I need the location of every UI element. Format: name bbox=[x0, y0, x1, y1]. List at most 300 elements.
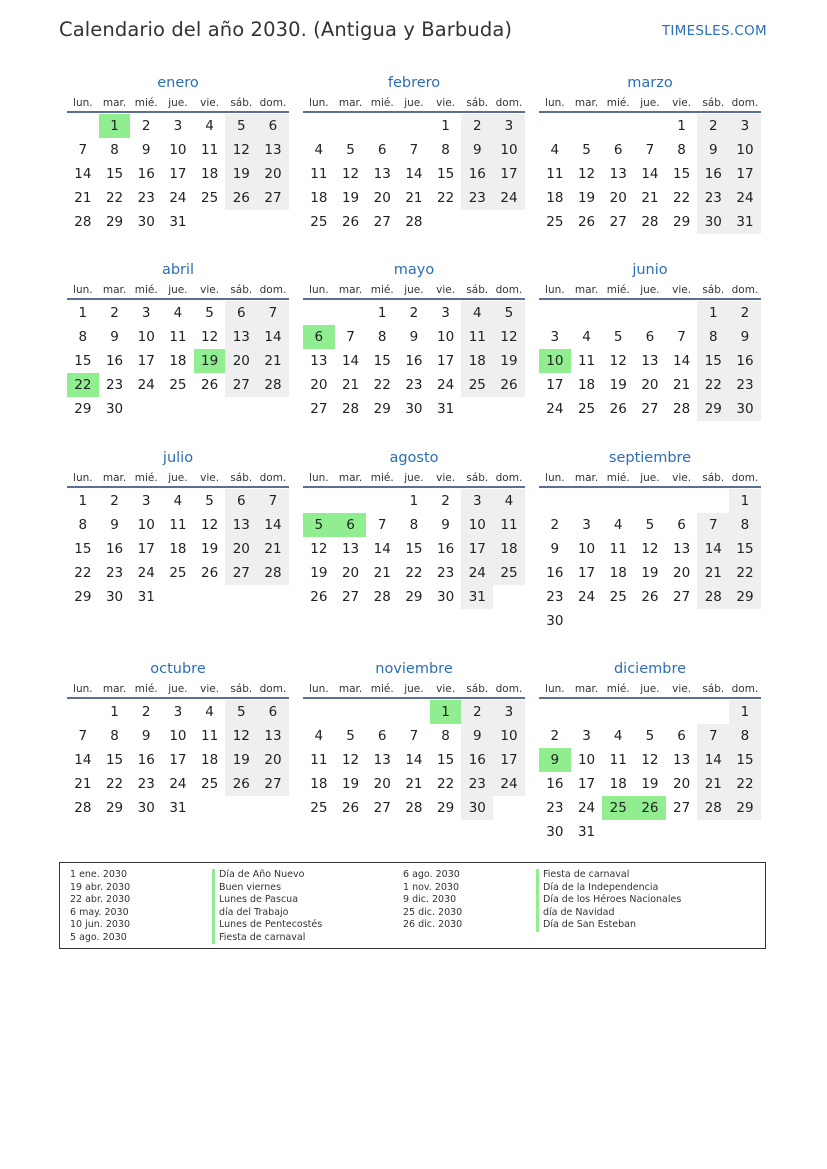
day-cell: 18 bbox=[201, 166, 219, 182]
day-cell: 24 bbox=[577, 589, 596, 605]
day-cell: 15 bbox=[437, 166, 455, 182]
day-cell: 25 bbox=[493, 561, 525, 585]
weekday-label: dom. bbox=[495, 472, 523, 484]
day-cell: 10 bbox=[493, 138, 525, 162]
day-cell: 29 bbox=[105, 800, 124, 816]
day-cell: 23 bbox=[729, 373, 761, 397]
day-cell: 23 bbox=[461, 186, 493, 210]
weekday-label: vie. bbox=[436, 472, 456, 484]
month-title: agosto bbox=[389, 450, 439, 466]
holiday-name: Buen viernes bbox=[212, 882, 322, 895]
weekday-label: dom. bbox=[259, 97, 287, 109]
day-cell: 19 bbox=[341, 190, 360, 206]
day-cell: 7 bbox=[697, 724, 729, 748]
day-cell: 20 bbox=[225, 349, 257, 373]
day-cell: 12 bbox=[641, 752, 659, 768]
day-cell: 6 bbox=[377, 728, 387, 744]
day-cell: 17 bbox=[729, 162, 761, 186]
day-cell: 24 bbox=[137, 377, 155, 393]
day-cell: 8 bbox=[377, 329, 387, 345]
day-cell: 23 bbox=[105, 377, 124, 393]
day-cell: 5 bbox=[645, 728, 655, 744]
empty-cell bbox=[67, 114, 99, 138]
day-cell: 23 bbox=[697, 186, 729, 210]
empty-cell bbox=[666, 700, 698, 724]
day-cell: 27 bbox=[225, 561, 257, 585]
weekday-label: mar. bbox=[102, 683, 127, 695]
day-cell: 22 bbox=[105, 776, 124, 792]
day-grid bbox=[539, 301, 761, 421]
month-enero bbox=[67, 72, 289, 234]
weekday-header bbox=[303, 681, 525, 699]
empty-cell bbox=[398, 114, 430, 138]
day-cell: 11 bbox=[201, 728, 219, 744]
day-cell: 15 bbox=[105, 752, 124, 768]
empty-cell bbox=[634, 700, 666, 724]
holiday-date: 6 may. 2030 bbox=[70, 906, 129, 918]
day-cell: 19 bbox=[341, 776, 360, 792]
day-cell: 15 bbox=[373, 353, 391, 369]
weekday-header bbox=[539, 681, 761, 699]
day-cell: 6 bbox=[613, 142, 623, 158]
holiday-name: Lunes de Pentecostés bbox=[212, 919, 322, 932]
empty-cell bbox=[602, 700, 634, 724]
day-cell: 21 bbox=[697, 561, 729, 585]
day-cell: 6 bbox=[645, 329, 655, 345]
day-cell: 1 bbox=[729, 489, 761, 513]
day-cell: 4 bbox=[205, 704, 214, 720]
day-cell: 30 bbox=[546, 613, 564, 629]
weekday-label: lun. bbox=[309, 97, 329, 109]
day-cell: 5 bbox=[225, 700, 257, 724]
weekday-label: dom. bbox=[495, 284, 523, 296]
empty-cell bbox=[602, 301, 634, 325]
day-cell: 15 bbox=[697, 349, 729, 373]
day-cell: 29 bbox=[437, 800, 455, 816]
day-cell: 14 bbox=[697, 748, 729, 772]
weekday-label: jue. bbox=[404, 683, 424, 695]
day-cell: 15 bbox=[437, 752, 455, 768]
day-cell: 6 bbox=[677, 728, 686, 744]
day-cell: 16 bbox=[437, 541, 455, 557]
day-cell: 27 bbox=[257, 186, 289, 210]
weekday-label: mié. bbox=[134, 97, 158, 109]
day-cell: 24 bbox=[493, 186, 525, 210]
weekday-label: vie. bbox=[672, 683, 692, 695]
day-cell: 17 bbox=[577, 776, 596, 792]
day-cell: 21 bbox=[341, 377, 360, 393]
weekday-label: vie. bbox=[672, 284, 692, 296]
holiday-name: Día de San Esteban bbox=[536, 919, 681, 932]
day-cell: 10 bbox=[577, 541, 596, 557]
day-cell: 16 bbox=[729, 349, 761, 373]
day-cell: 7 bbox=[645, 142, 655, 158]
month-octubre bbox=[67, 658, 289, 820]
day-cell: 20 bbox=[225, 537, 257, 561]
day-cell: 12 bbox=[201, 517, 219, 533]
day-cell: 28 bbox=[641, 214, 659, 230]
day-cell: 8 bbox=[110, 142, 119, 158]
day-cell: 28 bbox=[257, 373, 289, 397]
holiday-name: día de Navidad bbox=[536, 907, 681, 920]
day-cell: 18 bbox=[169, 353, 187, 369]
weekday-label: lun. bbox=[545, 472, 565, 484]
day-cell: 18 bbox=[169, 541, 187, 557]
day-cell: 21 bbox=[257, 537, 289, 561]
day-cell: 28 bbox=[341, 401, 360, 417]
weekday-header bbox=[303, 95, 525, 113]
day-cell: 20 bbox=[673, 776, 691, 792]
empty-cell bbox=[335, 114, 367, 138]
day-cell: 12 bbox=[341, 166, 360, 182]
day-cell: 16 bbox=[546, 776, 564, 792]
weekday-label: mié. bbox=[606, 683, 630, 695]
weekday-label: jue. bbox=[404, 472, 424, 484]
holiday-day-cell: 6 bbox=[335, 513, 367, 537]
day-cell: 9 bbox=[110, 329, 119, 345]
weekday-header bbox=[539, 470, 761, 488]
day-cell: 23 bbox=[105, 565, 124, 581]
day-cell: 23 bbox=[437, 565, 455, 581]
empty-cell bbox=[398, 700, 430, 724]
empty-cell bbox=[697, 700, 729, 724]
weekday-label: sáb. bbox=[230, 683, 253, 695]
brand-logo-text[interactable]: TIMESLES.COM bbox=[661, 23, 767, 39]
day-cell: 3 bbox=[173, 118, 183, 134]
day-cell: 31 bbox=[169, 800, 187, 816]
weekday-label: sáb. bbox=[702, 472, 725, 484]
day-cell: 3 bbox=[141, 305, 151, 321]
day-cell: 30 bbox=[105, 401, 124, 417]
day-cell: 1 bbox=[729, 700, 761, 724]
day-cell: 13 bbox=[225, 513, 257, 537]
empty-cell bbox=[571, 489, 603, 513]
day-cell: 19 bbox=[201, 541, 219, 557]
day-cell: 30 bbox=[729, 397, 761, 421]
day-cell: 12 bbox=[341, 752, 360, 768]
weekday-header bbox=[539, 95, 761, 113]
month-title: febrero bbox=[387, 75, 441, 91]
day-grid bbox=[539, 700, 761, 844]
weekday-label: mar. bbox=[102, 472, 127, 484]
day-cell: 17 bbox=[546, 377, 564, 393]
day-cell: 3 bbox=[441, 305, 450, 321]
month-title: abril bbox=[161, 262, 195, 278]
weekday-label: dom. bbox=[259, 472, 287, 484]
weekday-label: mar. bbox=[338, 683, 363, 695]
day-cell: 13 bbox=[257, 724, 289, 748]
day-cell: 27 bbox=[310, 401, 328, 417]
month-junio bbox=[539, 259, 761, 421]
day-cell: 3 bbox=[461, 489, 493, 513]
holiday-date: 6 ago. 2030 bbox=[403, 869, 460, 880]
day-cell: 7 bbox=[78, 142, 88, 158]
day-cell: 11 bbox=[201, 142, 219, 158]
empty-cell bbox=[539, 700, 571, 724]
day-cell: 20 bbox=[341, 565, 360, 581]
day-cell: 10 bbox=[577, 752, 596, 768]
day-cell: 22 bbox=[405, 565, 423, 581]
weekday-label: jue. bbox=[168, 97, 188, 109]
empty-cell bbox=[335, 301, 367, 325]
day-cell: 29 bbox=[373, 401, 391, 417]
day-cell: 3 bbox=[173, 704, 183, 720]
weekday-label: vie. bbox=[436, 284, 456, 296]
day-cell: 29 bbox=[729, 585, 761, 609]
day-cell: 30 bbox=[137, 214, 155, 230]
day-cell: 16 bbox=[105, 541, 124, 557]
day-cell: 15 bbox=[729, 748, 761, 772]
day-cell: 12 bbox=[641, 541, 659, 557]
day-cell: 1 bbox=[697, 301, 729, 325]
day-cell: 2 bbox=[697, 114, 729, 138]
day-cell: 25 bbox=[169, 377, 187, 393]
day-cell: 31 bbox=[577, 824, 596, 840]
weekday-label: mar. bbox=[102, 97, 127, 109]
day-cell: 9 bbox=[141, 728, 151, 744]
day-cell: 7 bbox=[78, 728, 88, 744]
day-cell: 30 bbox=[405, 401, 423, 417]
day-cell: 28 bbox=[373, 589, 391, 605]
weekday-label: lun. bbox=[309, 472, 329, 484]
day-cell: 29 bbox=[697, 397, 729, 421]
weekday-label: jue. bbox=[404, 97, 424, 109]
weekday-label: dom. bbox=[731, 683, 759, 695]
day-cell: 27 bbox=[641, 401, 659, 417]
day-cell: 20 bbox=[257, 748, 289, 772]
empty-cell bbox=[602, 114, 634, 138]
day-cell: 2 bbox=[110, 493, 119, 509]
weekday-label: mar. bbox=[574, 472, 599, 484]
weekday-header bbox=[67, 95, 289, 113]
day-cell: 10 bbox=[137, 517, 155, 533]
weekday-label: dom. bbox=[495, 97, 523, 109]
day-cell: 19 bbox=[493, 349, 525, 373]
weekday-label: mié. bbox=[134, 472, 158, 484]
day-cell: 23 bbox=[546, 800, 564, 816]
day-cell: 26 bbox=[225, 186, 257, 210]
weekday-label: mié. bbox=[134, 683, 158, 695]
day-cell: 2 bbox=[461, 700, 493, 724]
day-cell: 5 bbox=[645, 517, 655, 533]
day-cell: 21 bbox=[373, 565, 391, 581]
day-cell: 14 bbox=[405, 166, 423, 182]
day-cell: 12 bbox=[493, 325, 525, 349]
holiday-day-cell: 26 bbox=[634, 796, 666, 820]
day-cell: 28 bbox=[257, 561, 289, 585]
day-cell: 5 bbox=[205, 305, 214, 321]
weekday-label: vie. bbox=[672, 97, 692, 109]
holiday-date: 10 jun. 2030 bbox=[70, 919, 131, 930]
day-cell: 9 bbox=[141, 142, 151, 158]
day-cell: 10 bbox=[493, 724, 525, 748]
month-title: marzo bbox=[627, 75, 673, 91]
day-cell: 6 bbox=[257, 114, 289, 138]
month-title: octubre bbox=[150, 661, 206, 677]
weekday-label: sáb. bbox=[230, 284, 253, 296]
day-cell: 19 bbox=[577, 190, 596, 206]
day-grid bbox=[303, 700, 525, 820]
day-grid bbox=[67, 114, 289, 234]
day-cell: 16 bbox=[405, 353, 423, 369]
weekday-label: sáb. bbox=[702, 683, 725, 695]
holiday-name: Fiesta de carnaval bbox=[212, 932, 322, 945]
day-cell: 17 bbox=[577, 565, 596, 581]
day-cell: 1 bbox=[677, 118, 686, 134]
empty-cell bbox=[303, 114, 335, 138]
day-cell: 13 bbox=[225, 325, 257, 349]
day-cell: 30 bbox=[461, 796, 493, 820]
day-cell: 21 bbox=[673, 377, 691, 393]
day-cell: 4 bbox=[461, 301, 493, 325]
day-cell: 8 bbox=[697, 325, 729, 349]
day-cell: 20 bbox=[373, 190, 391, 206]
day-cell: 2 bbox=[110, 305, 119, 321]
day-cell: 7 bbox=[377, 517, 387, 533]
holiday-names-column-2 bbox=[536, 869, 681, 932]
day-cell: 2 bbox=[550, 728, 560, 744]
day-cell: 6 bbox=[377, 142, 387, 158]
day-cell: 14 bbox=[673, 353, 691, 369]
day-cell: 7 bbox=[257, 489, 289, 513]
day-cell: 27 bbox=[609, 214, 627, 230]
day-cell: 16 bbox=[697, 162, 729, 186]
day-cell: 1 bbox=[377, 305, 387, 321]
day-cell: 24 bbox=[461, 561, 493, 585]
month-title: enero bbox=[157, 75, 199, 91]
day-cell: 19 bbox=[225, 748, 257, 772]
day-cell: 30 bbox=[137, 800, 155, 816]
day-cell: 25 bbox=[201, 190, 219, 206]
weekday-label: vie. bbox=[200, 284, 220, 296]
day-cell: 25 bbox=[310, 214, 328, 230]
day-cell: 5 bbox=[205, 493, 214, 509]
day-cell: 9 bbox=[409, 329, 419, 345]
day-cell: 21 bbox=[641, 190, 659, 206]
day-cell: 28 bbox=[697, 796, 729, 820]
day-cell: 18 bbox=[201, 752, 219, 768]
day-cell: 14 bbox=[697, 537, 729, 561]
day-cell: 1 bbox=[78, 305, 88, 321]
day-cell: 29 bbox=[74, 401, 92, 417]
day-cell: 18 bbox=[577, 377, 596, 393]
month-title: diciembre bbox=[613, 661, 687, 677]
empty-cell bbox=[666, 301, 698, 325]
holiday-dates-column-1 bbox=[70, 869, 130, 944]
day-cell: 11 bbox=[609, 752, 627, 768]
day-cell: 14 bbox=[257, 513, 289, 537]
weekday-label: dom. bbox=[259, 284, 287, 296]
day-cell: 7 bbox=[346, 329, 355, 345]
day-cell: 24 bbox=[577, 800, 596, 816]
holiday-dates-column-2 bbox=[403, 869, 462, 932]
month-marzo bbox=[539, 72, 761, 234]
day-cell: 5 bbox=[346, 728, 355, 744]
day-cell: 25 bbox=[577, 401, 596, 417]
day-cell: 8 bbox=[409, 517, 419, 533]
day-cell: 7 bbox=[409, 142, 419, 158]
day-cell: 26 bbox=[341, 800, 360, 816]
weekday-label: jue. bbox=[640, 284, 660, 296]
day-cell: 21 bbox=[697, 772, 729, 796]
weekday-label: jue. bbox=[640, 472, 660, 484]
day-cell: 7 bbox=[409, 728, 419, 744]
day-cell: 30 bbox=[546, 824, 564, 840]
holiday-day-cell: 19 bbox=[194, 349, 226, 373]
weekday-label: mar. bbox=[338, 97, 363, 109]
holiday-date: 26 dic. 2030 bbox=[403, 919, 463, 930]
day-cell: 17 bbox=[461, 537, 493, 561]
day-cell: 15 bbox=[673, 166, 691, 182]
day-cell: 31 bbox=[169, 214, 187, 230]
day-grid bbox=[303, 114, 525, 234]
day-cell: 13 bbox=[257, 138, 289, 162]
weekday-label: mié. bbox=[606, 97, 630, 109]
day-cell: 22 bbox=[673, 190, 691, 206]
day-cell: 24 bbox=[169, 190, 187, 206]
day-cell: 16 bbox=[137, 166, 155, 182]
day-cell: 15 bbox=[405, 541, 423, 557]
day-cell: 18 bbox=[310, 190, 328, 206]
day-cell: 9 bbox=[441, 517, 450, 533]
day-cell: 29 bbox=[105, 214, 124, 230]
day-cell: 26 bbox=[577, 214, 596, 230]
day-cell: 27 bbox=[257, 772, 289, 796]
day-grid bbox=[67, 700, 289, 820]
day-cell: 12 bbox=[201, 329, 219, 345]
day-cell: 15 bbox=[729, 537, 761, 561]
day-cell: 26 bbox=[641, 589, 659, 605]
holiday-day-cell: 5 bbox=[303, 513, 335, 537]
day-cell: 7 bbox=[257, 301, 289, 325]
month-title: junio bbox=[632, 262, 668, 278]
day-cell: 9 bbox=[697, 138, 729, 162]
day-cell: 17 bbox=[137, 541, 155, 557]
day-cell: 29 bbox=[673, 214, 691, 230]
day-cell: 18 bbox=[493, 537, 525, 561]
day-cell: 24 bbox=[493, 772, 525, 796]
day-cell: 31 bbox=[729, 210, 761, 234]
month-title: septiembre bbox=[608, 450, 692, 466]
empty-cell bbox=[539, 114, 571, 138]
weekday-label: dom. bbox=[259, 683, 287, 695]
day-cell: 14 bbox=[74, 752, 92, 768]
day-cell: 31 bbox=[461, 585, 493, 609]
weekday-label: jue. bbox=[640, 97, 660, 109]
empty-cell bbox=[634, 301, 666, 325]
weekday-label: sáb. bbox=[230, 97, 253, 109]
day-cell: 10 bbox=[169, 728, 187, 744]
weekday-label: mié. bbox=[370, 97, 394, 109]
weekday-label: lun. bbox=[73, 284, 93, 296]
month-agosto bbox=[303, 447, 525, 609]
month-abril bbox=[67, 259, 289, 421]
day-cell: 16 bbox=[546, 565, 564, 581]
day-cell: 8 bbox=[441, 142, 450, 158]
day-cell: 13 bbox=[373, 752, 391, 768]
day-cell: 20 bbox=[310, 377, 328, 393]
day-cell: 4 bbox=[314, 728, 324, 744]
empty-cell bbox=[335, 700, 367, 724]
weekday-label: jue. bbox=[404, 284, 424, 296]
weekday-header bbox=[67, 681, 289, 699]
day-grid bbox=[303, 301, 525, 421]
holiday-date: 25 dic. 2030 bbox=[403, 906, 463, 918]
day-cell: 4 bbox=[582, 329, 591, 345]
weekday-label: vie. bbox=[200, 97, 220, 109]
month-diciembre bbox=[539, 658, 761, 844]
weekday-label: lun. bbox=[309, 683, 329, 695]
